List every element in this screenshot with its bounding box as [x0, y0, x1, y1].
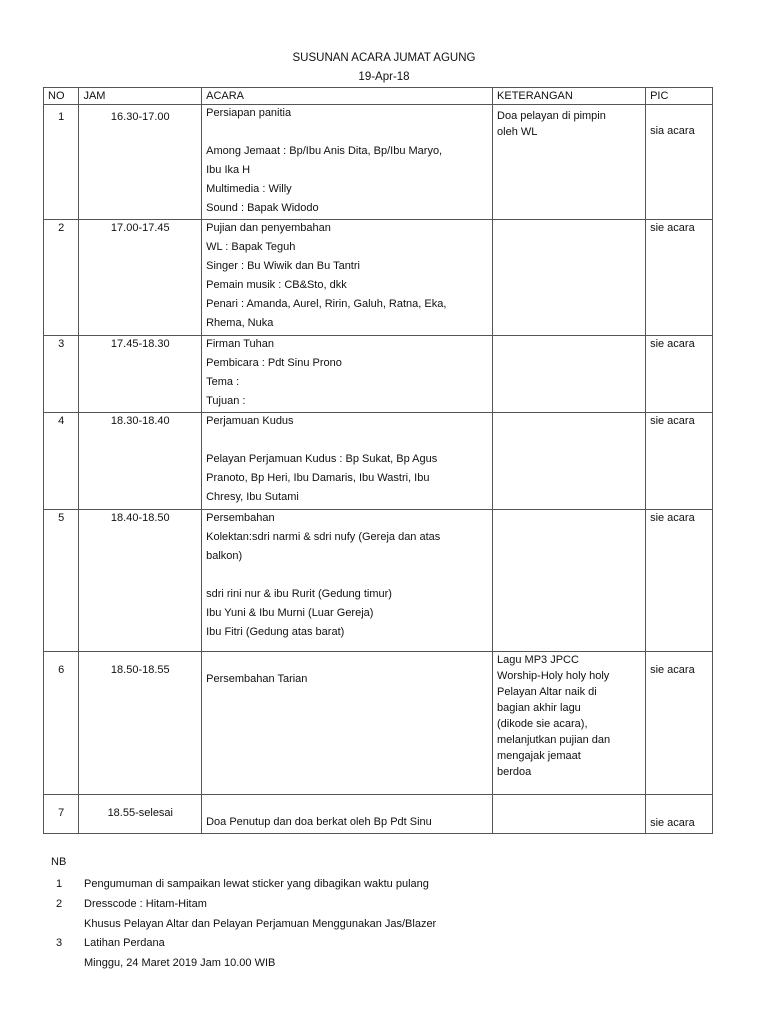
cell-no: [44, 105, 79, 220]
acara-line: Kolektan:sdri narmi & sdri nufy (Gereja dan atas: [206, 531, 441, 543]
keterangan-line: Worship-Holy holy holy: [497, 670, 610, 682]
acara-line: sdri rini nur & ibu Rurit (Gedung timur): [206, 588, 392, 600]
acara-line: Ibu Ika H: [206, 164, 251, 176]
acara-line: [206, 567, 488, 583]
row-time: 18.30-18.40: [110, 415, 170, 427]
table-row: [44, 105, 713, 220]
acara-line: Rhema, Nuka: [206, 317, 274, 329]
acara-line: Among Jemaat : Bp/Ibu Anis Dita, Bp/Ibu Maryo,: [206, 145, 443, 157]
row-number: 2: [58, 222, 65, 234]
acara-line: Persembahan: [206, 512, 275, 524]
acara-line: Multimedia : Willy: [206, 183, 292, 195]
acara-line: Pujian dan penyembahan: [206, 222, 331, 234]
row-time: 17.00-17.45: [110, 222, 170, 234]
cell-no: [44, 795, 79, 834]
nb-item-text: Khusus Pelayan Altar dan Pelayan Perjamuan Menggunakan Jas/Blazer: [84, 918, 437, 930]
row-number: 7: [58, 807, 65, 819]
cell-pic: [646, 795, 713, 834]
keterangan-line: bagian akhir lagu: [497, 702, 581, 714]
document-title: SUSUNAN ACARA JUMAT AGUNG: [292, 52, 476, 64]
cell-keterangan: [493, 652, 646, 795]
header-jam: JAM: [79, 88, 202, 105]
cell-keterangan: [493, 220, 646, 336]
nb-item-number: 2: [56, 898, 63, 910]
row-number: 3: [58, 338, 65, 350]
acara-line: Ibu Fitri (Gedung atas barat): [206, 626, 345, 638]
keterangan-line: berdoa: [497, 766, 532, 778]
acara-line: Ibu Yuni & Ibu Murni (Luar Gereja): [206, 607, 374, 619]
header-keterangan: KETERANGAN: [493, 88, 646, 105]
acara-line: Persembahan Tarian: [206, 673, 308, 685]
cell-pic: [646, 413, 713, 510]
cell-acara: [202, 413, 493, 510]
acara-line: balkon): [206, 550, 243, 562]
table-row: [44, 795, 713, 834]
cell-no: [44, 510, 79, 652]
keterangan-line: oleh WL: [497, 126, 538, 138]
keterangan-line: Lagu MP3 JPCC: [497, 654, 579, 666]
acara-line: WL : Bapak Teguh: [206, 241, 296, 253]
cell-jam: [79, 105, 202, 220]
cell-acara: [202, 652, 493, 795]
row-time: 18.40-18.50: [110, 512, 170, 524]
cell-jam: [79, 220, 202, 336]
table-row: [44, 413, 713, 510]
acara-line: [206, 795, 488, 811]
nb-item-text: Latihan Perdana: [84, 937, 165, 949]
header-acara: ACARA: [202, 88, 493, 105]
acara-line: Pembicara : Pdt Sinu Prono: [206, 357, 342, 369]
nb-item-text: Minggu, 24 Maret 2019 Jam 10.00 WIB: [84, 957, 276, 969]
row-pic: sie acara: [650, 338, 695, 350]
acara-line: Chresy, Ibu Sutami: [206, 491, 299, 503]
acara-line: Perjamuan Kudus: [206, 415, 294, 427]
row-number: 4: [58, 415, 65, 427]
cell-keterangan: [493, 413, 646, 510]
cell-pic: [646, 336, 713, 413]
acara-line: Sound : Bapak Widodo: [206, 202, 319, 214]
cell-keterangan: [493, 795, 646, 834]
nb-item-number: 1: [56, 878, 63, 890]
row-time: 18.50-18.55: [110, 664, 170, 676]
nb-item-text: Dresscode : Hitam-Hitam: [84, 898, 207, 910]
cell-keterangan: [493, 336, 646, 413]
cell-pic: [646, 510, 713, 652]
table-row: [44, 510, 713, 652]
row-number: 5: [58, 512, 65, 524]
row-pic: sie acara: [650, 817, 695, 829]
cell-acara: [202, 336, 493, 413]
row-time: 17.45-18.30: [110, 338, 170, 350]
cell-keterangan: [493, 105, 646, 220]
cell-no: [44, 413, 79, 510]
cell-acara: [202, 220, 493, 336]
cell-no: [44, 336, 79, 413]
acara-line: Tujuan :: [206, 395, 246, 407]
cell-keterangan: [493, 510, 646, 652]
cell-pic: [646, 652, 713, 795]
row-pic: sie acara: [650, 664, 695, 676]
nb-item-text: Pengumuman di sampaikan lewat sticker yang dibagikan waktu pulang: [84, 878, 429, 890]
schedule-table: [43, 87, 713, 834]
row-pic: sie acara: [650, 512, 695, 524]
keterangan-line: (dikode sie acara),: [497, 718, 588, 730]
nb-item-number: 3: [56, 937, 63, 949]
header-no: NO: [44, 88, 79, 105]
cell-no: [44, 652, 79, 795]
row-pic: sie acara: [650, 415, 695, 427]
row-time: 16.30-17.00: [110, 111, 170, 123]
acara-line: Singer : Bu Wiwik dan Bu Tantri: [206, 260, 360, 272]
cell-pic: [646, 105, 713, 220]
acara-line: Firman Tuhan: [206, 338, 274, 350]
acara-line: Penari : Amanda, Aurel, Ririn, Galuh, Ratna, Eka,: [206, 298, 447, 310]
acara-line: Pelayan Perjamuan Kudus : Bp Sukat, Bp Agus: [206, 453, 438, 465]
keterangan-line: melanjutkan pujian dan: [497, 734, 611, 746]
cell-jam: [79, 336, 202, 413]
acara-line: Tema :: [206, 376, 240, 388]
cell-no: [44, 220, 79, 336]
nb-label: NB: [51, 856, 67, 868]
acara-line: [206, 124, 488, 140]
header-pic: PIC: [646, 88, 713, 105]
cell-acara: [202, 510, 493, 652]
acara-line: Pemain musik : CB&Sto, dkk: [206, 279, 347, 291]
row-number: 6: [58, 664, 65, 676]
cell-jam: [79, 413, 202, 510]
acara-line: [206, 432, 488, 448]
row-number: 1: [58, 111, 65, 123]
row-time: 18.55-selesai: [107, 807, 173, 819]
cell-acara: [202, 105, 493, 220]
cell-jam: [79, 795, 202, 834]
acara-line: [206, 652, 488, 668]
cell-jam: [79, 652, 202, 795]
keterangan-line: mengajak jemaat: [497, 750, 581, 762]
cell-pic: [646, 220, 713, 336]
document-date: 19-Apr-18: [358, 71, 410, 83]
cell-acara: [202, 795, 493, 834]
table-row: [44, 336, 713, 413]
row-pic: sie acara: [650, 222, 695, 234]
keterangan-line: Pelayan Altar naik di: [497, 686, 597, 698]
table-header-row: [44, 88, 713, 105]
cell-jam: [79, 510, 202, 652]
acara-line: Persiapan panitia: [206, 107, 292, 119]
acara-line: Pranoto, Bp Heri, Ibu Damaris, Ibu Wastri, Ibu: [206, 472, 430, 484]
row-pic: sia acara: [650, 125, 695, 137]
keterangan-line: Doa pelayan di pimpin: [497, 110, 606, 122]
table-row: [44, 220, 713, 336]
acara-line: Doa Penutup dan doa berkat oleh Bp Pdt Sinu: [206, 816, 432, 828]
table-row: [44, 652, 713, 795]
